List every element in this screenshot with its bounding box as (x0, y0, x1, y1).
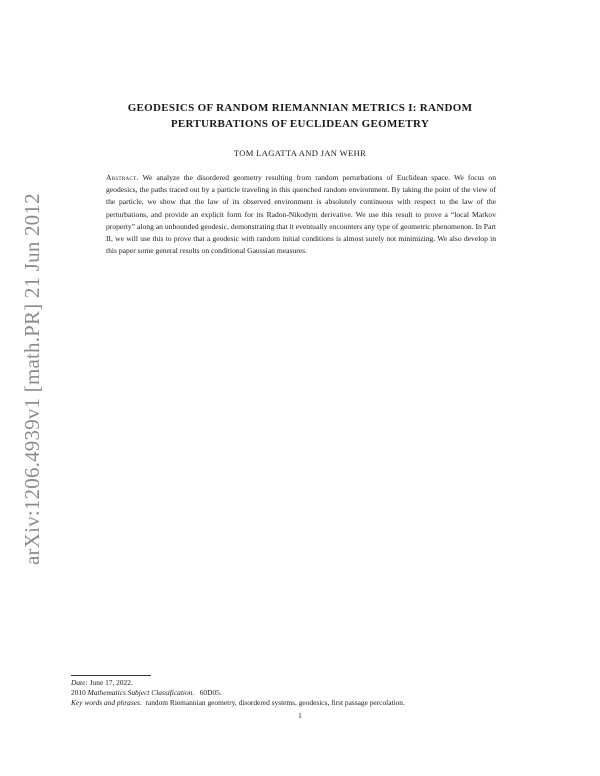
paper-title-line-1: GEODESICS OF RANDOM RIEMANNIAN METRICS I: RANDOM (127, 102, 473, 114)
footnote-date-label: Date: (71, 678, 88, 687)
footnote-keywords (71, 698, 531, 708)
footnote-keywords-value: random Riemannian geometry, disordered systems, geodesics, first passage percolation. (145, 698, 405, 707)
paper-title (100, 100, 500, 132)
footnote-keywords-label: Key words and phrases. (71, 698, 142, 707)
footnotes (71, 678, 531, 708)
abstract-text: We analyze the disordered geometry resulting from random perturbations of Euclidean space. We focus on geodesics, the paths traced out by a particle traveling in this quenched random environment. By taking the point of the view of the particle, we show that the law of its observed environment is absolutely continuous with respect to the law of the perturbations, and provide an explicit form for its Radon-Nikodym derivative. We use this result to prove a “local Markov property” along an unbounded geodesic, demonstrating that it eventually encounters any type of geometric phenomenon. In Part II, we will use this to prove that a geodesic with random initial conditions is almost surely not minimizing. We also develop in this paper some general results on conditional Gaussian measures. (106, 173, 496, 256)
footnote-date-value: June 17, 2022. (89, 678, 133, 687)
footnote-divider (71, 675, 151, 676)
arxiv-identifier-stamp: arXiv:1206.4939v1 [math.PR] 21 Jun 2012 (20, 193, 44, 565)
footnote-msc (71, 688, 531, 698)
paper-authors: TOM LAGATTA AND JAN WEHR (233, 148, 367, 158)
abstract-block (106, 172, 496, 257)
footnote-msc-label: Mathematics Subject Classification. (87, 688, 195, 697)
page-number: 1 (298, 711, 302, 720)
abstract-label: Abstract. (106, 173, 139, 182)
paper-title-line-2: PERTURBATIONS OF EUCLIDEAN GEOMETRY (170, 118, 430, 130)
footnote-date (71, 678, 531, 688)
footnote-msc-prefix: 2010 (71, 688, 86, 697)
footnote-msc-value: 60D05. (199, 688, 222, 697)
